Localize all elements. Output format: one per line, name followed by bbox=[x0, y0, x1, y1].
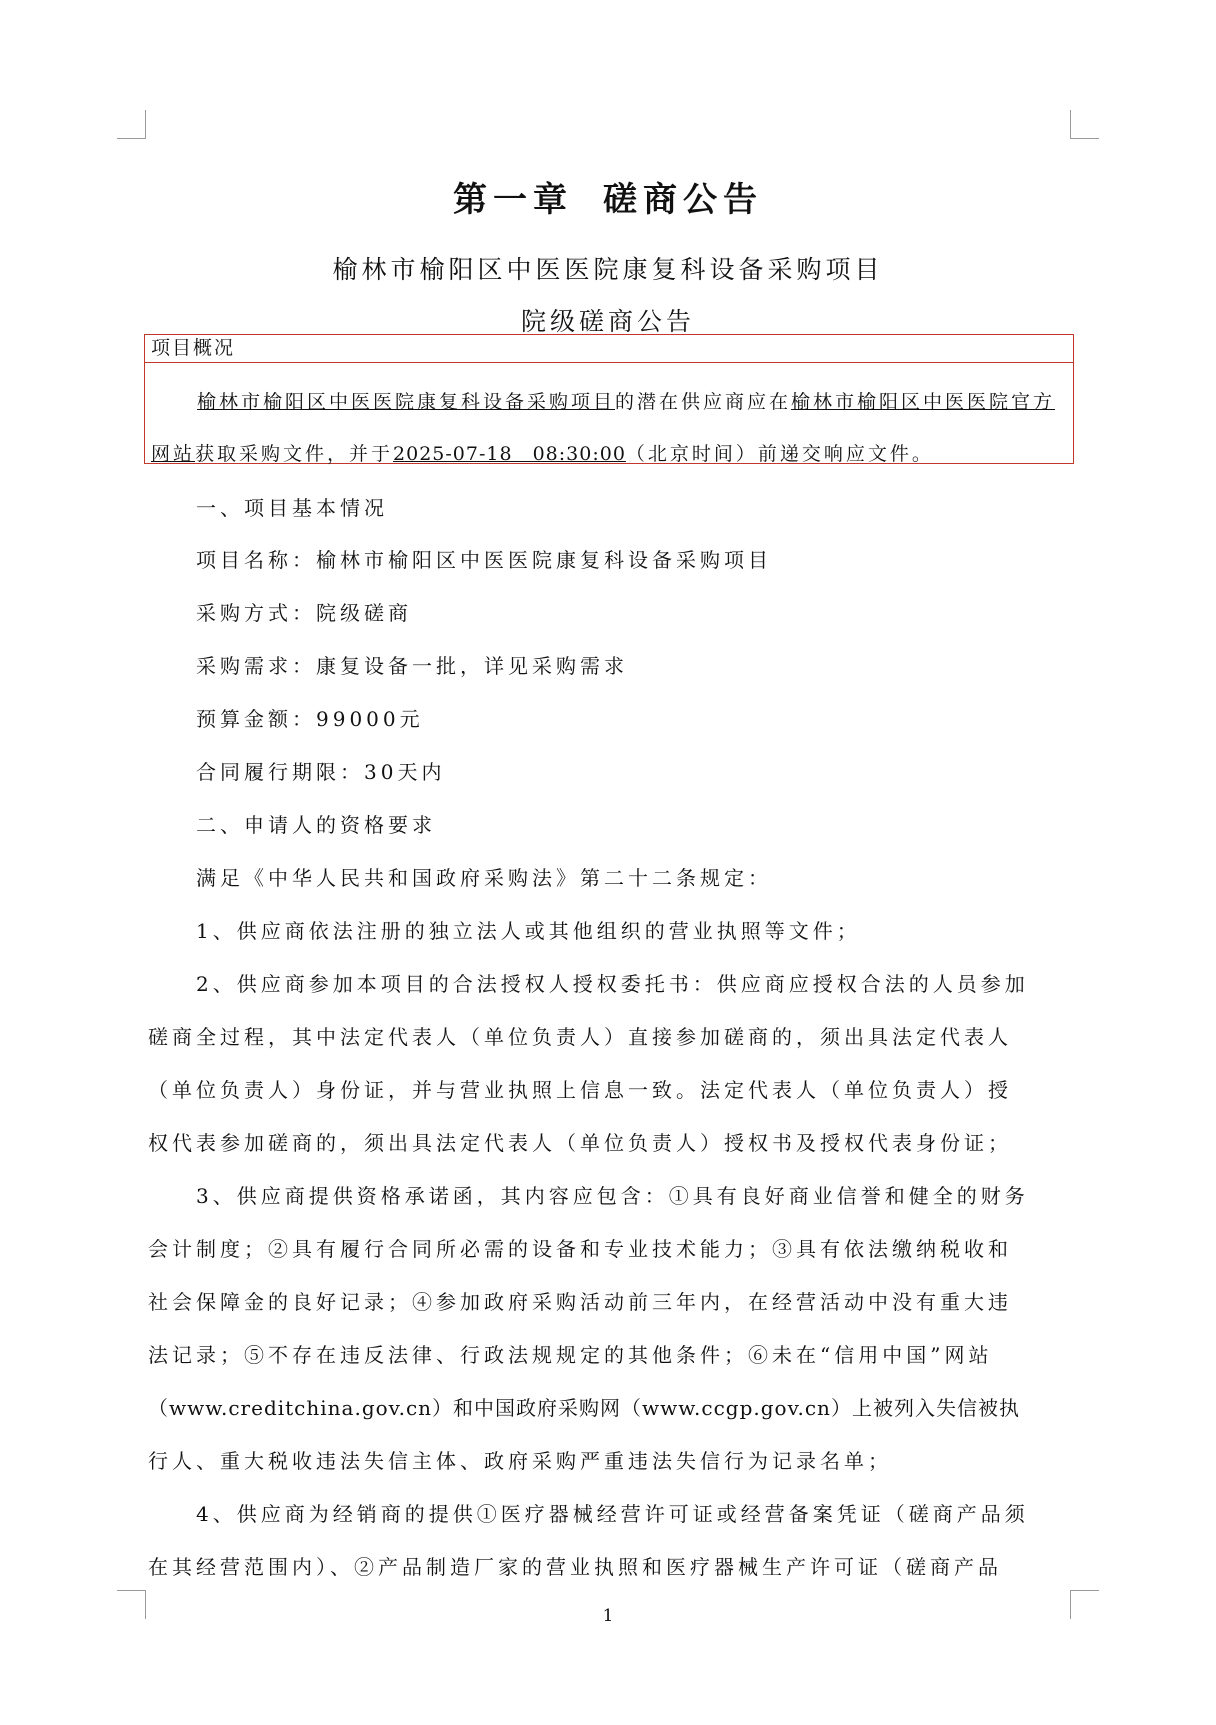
budget-line: 预算金额：99000元 bbox=[196, 707, 424, 731]
requirement-3-line: 3、供应商提供资格承诺函，其内容应包含：①具有良好商业信誉和健全的财务 bbox=[196, 1184, 1029, 1208]
overview-heading: 项目概况 bbox=[145, 335, 1073, 363]
requirement-2-line: 2、供应商参加本项目的合法授权人授权委托书：供应商应授权合法的人员参加 bbox=[196, 972, 1029, 996]
overview-box bbox=[144, 334, 1074, 464]
project-title: 榆林市榆阳区中医医院康复科设备采购项目 bbox=[332, 255, 884, 284]
crop-mark-top-left bbox=[117, 110, 146, 139]
requirement-2-line: 权代表参加磋商的，须出具法定代表人（单位负责人）授权书及授权代表身份证； bbox=[148, 1131, 1012, 1155]
requirement-3-line: 行人、重大税收违法失信主体、政府采购严重违法失信行为记录名单； bbox=[148, 1449, 892, 1473]
overview-line-1 bbox=[197, 387, 1055, 414]
requirement-2-line: 磋商全过程，其中法定代表人（单位负责人）直接参加磋商的，须出具法定代表人 bbox=[148, 1025, 1012, 1049]
notice-title: 院级磋商公告 bbox=[520, 307, 695, 336]
law-requirement-line: 满足《中华人民共和国政府采购法》第二十二条规定： bbox=[196, 866, 772, 890]
requirement-4-line: 在其经营范围内）、②产品制造厂家的营业执照和医疗器械生产许可证（磋商产品 bbox=[148, 1555, 1002, 1579]
project-name-line: 项目名称：榆林市榆阳区中医医院康复科设备采购项目 bbox=[196, 548, 772, 572]
overview-text: （北京时间）前递交响应文件。 bbox=[625, 443, 934, 465]
requirement-3-line: 会计制度；②具有履行合同所必需的设备和专业技术能力；③具有依法缴纳税收和 bbox=[148, 1237, 1012, 1261]
requirement-3-line: 法记录；⑤不存在违反法律、行政法规规定的其他条件；⑥未在“信用中国”网站 bbox=[148, 1343, 993, 1367]
overview-text: 获取采购文件，并于 bbox=[195, 443, 394, 465]
section-heading-basic: 一、项目基本情况 bbox=[196, 496, 388, 520]
chapter-title bbox=[0, 172, 1216, 221]
requirement-1: 1、供应商依法注册的独立法人或其他组织的营业执照等文件； bbox=[196, 919, 861, 943]
crop-mark-top-right bbox=[1070, 110, 1099, 139]
overview-line-2 bbox=[151, 439, 934, 466]
procurement-method-line: 采购方式：院级磋商 bbox=[196, 601, 412, 625]
overview-site-cont: 网站 bbox=[151, 443, 196, 465]
overview-site: 榆林市榆阳区中医医院官方 bbox=[791, 391, 1056, 413]
overview-project-name: 榆林市榆阳区中医医院康复科设备采购项目 bbox=[197, 391, 616, 413]
requirement-3-line: 社会保障金的良好记录；④参加政府采购活动前三年内，在经营活动中没有重大违 bbox=[148, 1290, 1012, 1314]
requirement-3-line: （www.creditchina.gov.cn）和中国政府采购网（www.ccgp.gov.cn）上被列入失信被执 bbox=[148, 1396, 1020, 1420]
chapter-name: 磋商公告 bbox=[603, 180, 763, 220]
chapter-number: 第一章 bbox=[453, 180, 573, 220]
page-number: 1 bbox=[602, 1606, 614, 1626]
contract-period-line: 合同履行期限：30天内 bbox=[196, 760, 446, 784]
overview-deadline: 2025-07-18 08:30:00 bbox=[393, 443, 626, 465]
requirement-2-line: （单位负责人）身份证，并与营业执照上信息一致。法定代表人（单位负责人）授 bbox=[148, 1078, 1012, 1102]
procurement-demand-line: 采购需求：康复设备一批，详见采购需求 bbox=[196, 654, 628, 678]
requirement-4-line: 4、供应商为经销商的提供①医疗器械经营许可证或经营备案凭证（磋商产品须 bbox=[196, 1502, 1029, 1526]
section-heading-qualification: 二、申请人的资格要求 bbox=[196, 813, 436, 837]
overview-text: 的潜在供应商应在 bbox=[615, 391, 792, 413]
